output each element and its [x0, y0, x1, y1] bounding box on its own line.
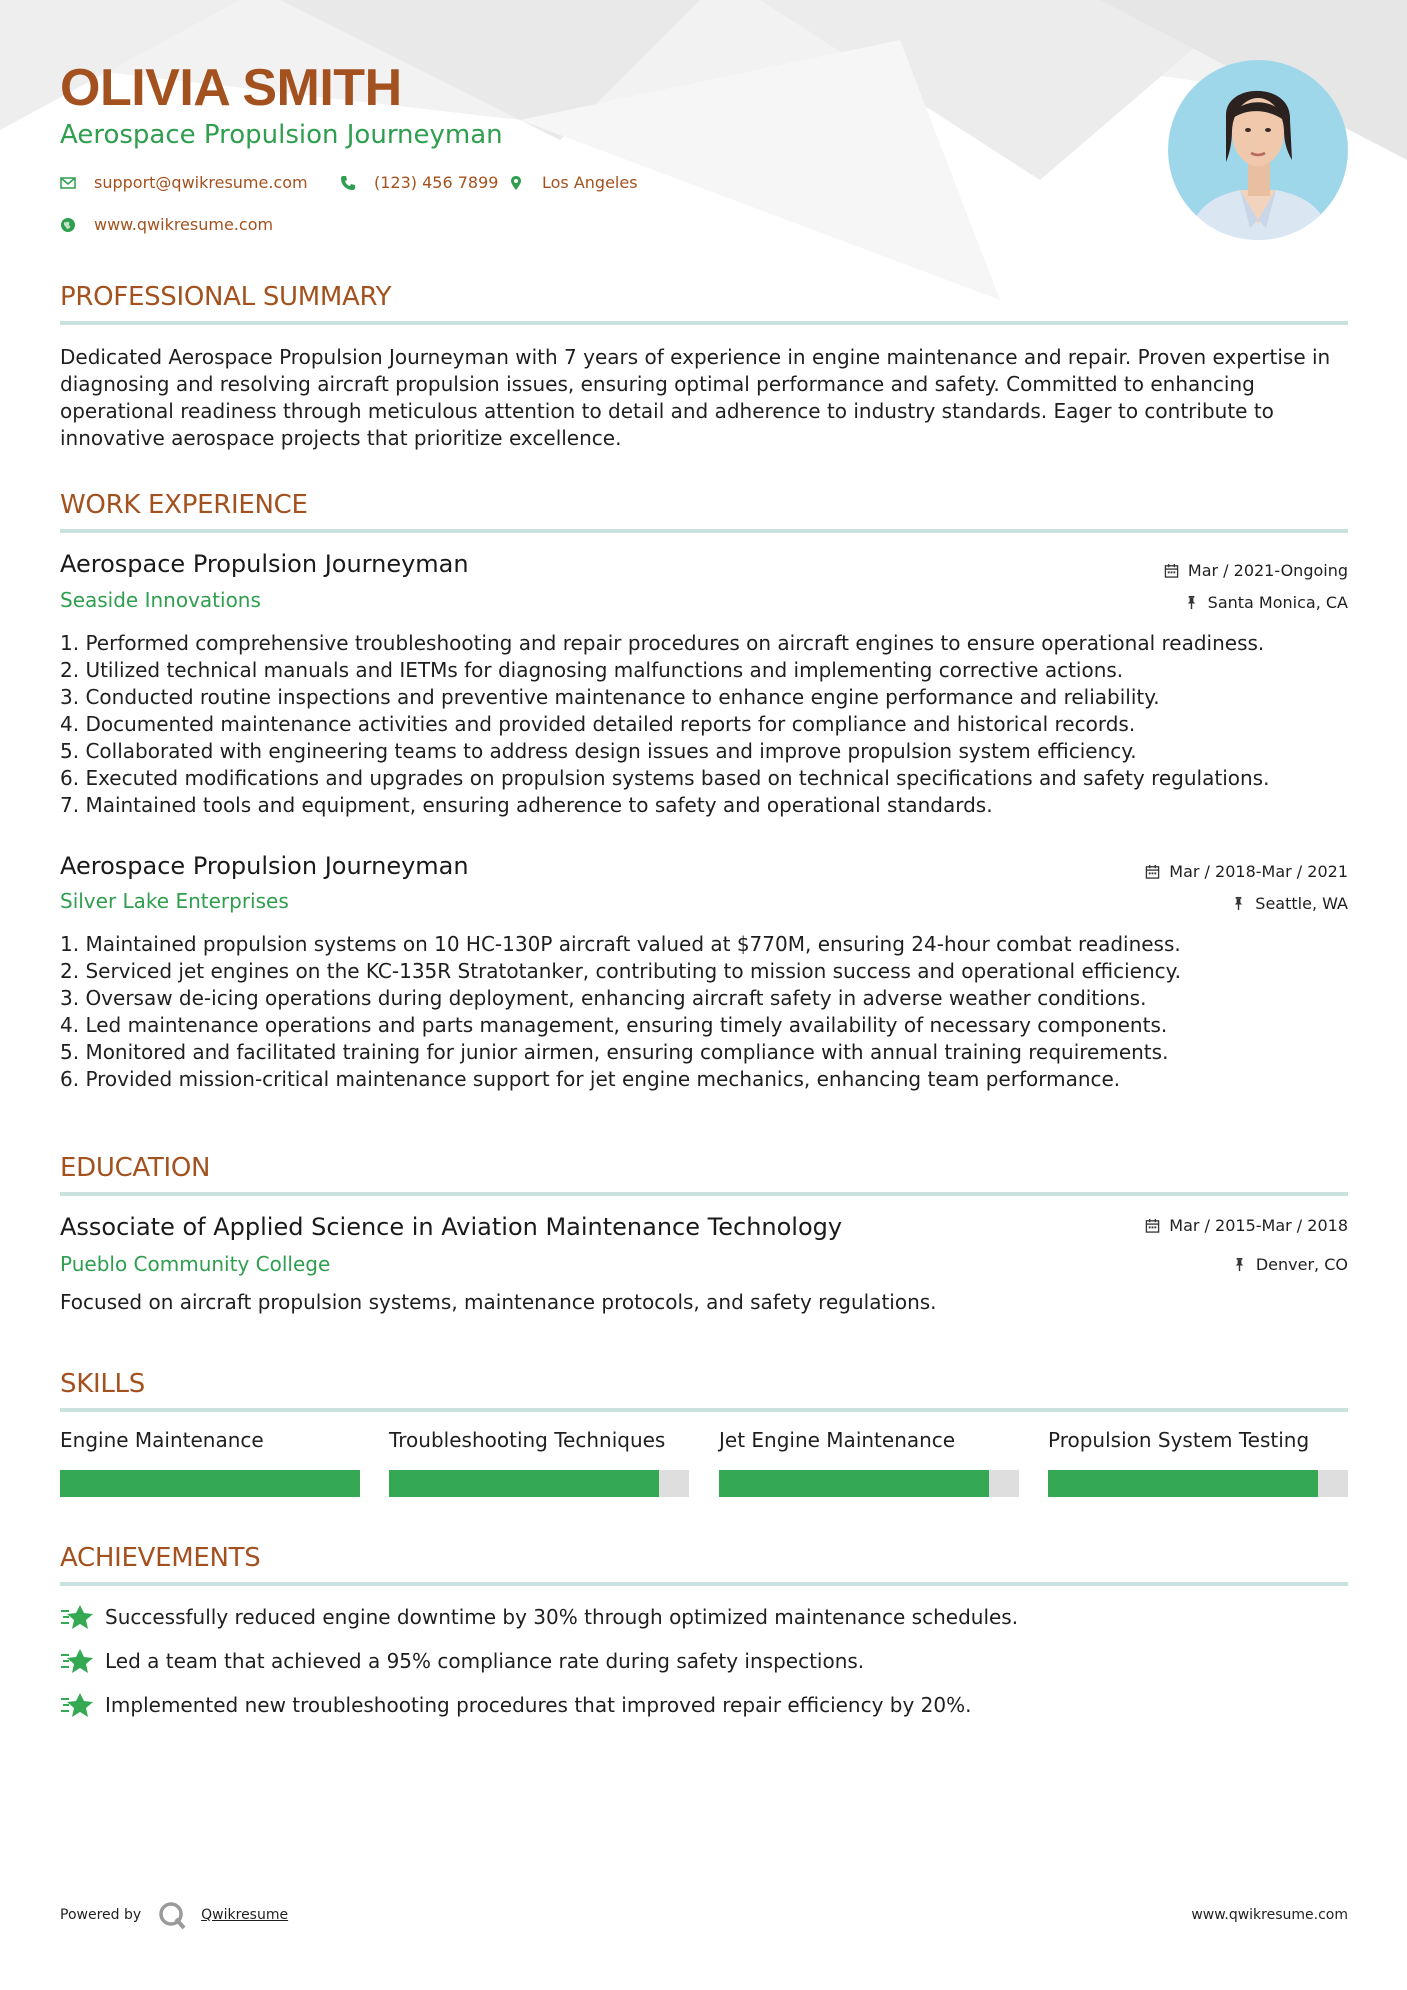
list-item: 2. Serviced jet engines on the KC-135R Stratotanker, contributing to mission success and operational efficiency.	[60, 959, 1181, 983]
skill-name: Troubleshooting Techniques	[389, 1428, 666, 1452]
education-divider	[60, 1192, 1348, 1196]
skill-name: Propulsion System Testing	[1048, 1428, 1310, 1452]
list-item: 6. Provided mission-critical maintenance support for jet engine mechanics, enhancing team performance.	[60, 1067, 1121, 1091]
job-1-title: Aerospace Propulsion Journeyman	[60, 550, 469, 578]
list-item: 4. Led maintenance operations and parts management, ensuring timely availability of necessary components.	[60, 1013, 1168, 1037]
job-2-dates-text: Mar / 2018-Mar / 2021	[1169, 862, 1348, 881]
job-1-location-text: Santa Monica, CA	[1207, 593, 1348, 612]
calendar-icon	[1145, 1218, 1160, 1233]
contact-website[interactable]	[60, 215, 273, 234]
education-dates	[1145, 1216, 1348, 1235]
skill-bar	[60, 1470, 360, 1497]
star-award-icon	[60, 1647, 94, 1675]
education-degree: Associate of Applied Science in Aviation Maintenance Technology	[60, 1213, 843, 1241]
skill-name: Jet Engine Maintenance	[719, 1428, 956, 1452]
list-item: 3. Oversaw de-icing operations during deployment, enhancing aircraft safety in adverse weather conditions.	[60, 986, 1147, 1010]
skill-item	[60, 1428, 360, 1497]
pushpin-icon	[1184, 595, 1199, 610]
list-item: 2. Utilized technical manuals and IETMs for diagnosing malfunctions and implementing corrective actions.	[60, 658, 1124, 682]
experience-heading: WORK EXPERIENCE	[60, 490, 308, 520]
skill-item	[389, 1428, 689, 1497]
achievements-divider	[60, 1582, 1348, 1586]
skill-item	[719, 1428, 1019, 1497]
contact-phone[interactable]	[340, 173, 498, 192]
map-marker-icon	[508, 175, 524, 191]
education-description: Focused on aircraft propulsion systems, maintenance protocols, and safety regulations.	[60, 1290, 937, 1314]
list-item: 5. Collaborated with engineering teams to address design issues and improve propulsion system efficiency.	[60, 739, 1137, 763]
skill-level-fill	[389, 1470, 659, 1497]
email-text: support@qwikresume.com	[94, 173, 308, 192]
resume-page	[60, 0, 1348, 1990]
job-1-dates	[1164, 561, 1348, 580]
skill-name: Engine Maintenance	[60, 1428, 264, 1452]
experience-divider	[60, 529, 1348, 533]
education-heading: EDUCATION	[60, 1153, 211, 1183]
website-text: www.qwikresume.com	[94, 215, 274, 234]
skill-level-fill	[1048, 1470, 1318, 1497]
achievement-text: Successfully reduced engine downtime by 30% through optimized maintenance schedules.	[105, 1605, 1019, 1629]
skill-level-fill	[719, 1470, 989, 1497]
achievement-item	[60, 1691, 972, 1719]
qwikresume-logo-icon	[157, 1900, 187, 1930]
calendar-icon	[1164, 563, 1179, 578]
candidate-title: Aerospace Propulsion Journeyman	[60, 120, 503, 150]
job-2-dates	[1145, 862, 1348, 881]
list-item: 6. Executed modifications and upgrades on propulsion systems based on technical specifications and safety regulations.	[60, 766, 1270, 790]
skill-item	[1048, 1428, 1348, 1497]
pushpin-icon	[1231, 896, 1246, 911]
star-award-icon	[60, 1691, 94, 1719]
summary-heading: PROFESSIONAL SUMMARY	[60, 282, 392, 312]
list-item: 5. Monitored and facilitated training for junior airmen, ensuring compliance with annual training requirements.	[60, 1040, 1169, 1064]
education-location-text: Denver, CO	[1255, 1255, 1348, 1274]
candidate-name: OLIVIA SMITH	[60, 59, 402, 117]
skill-bar	[1048, 1470, 1348, 1497]
footer-website[interactable]: www.qwikresume.com	[1191, 1907, 1348, 1923]
phone-text: (123) 456 7899	[374, 173, 499, 192]
education-school: Pueblo Community College	[60, 1252, 331, 1276]
job-1-company: Seaside Innovations	[60, 588, 261, 612]
job-2-location-text: Seattle, WA	[1255, 894, 1348, 913]
education-dates-text: Mar / 2015-Mar / 2018	[1169, 1216, 1348, 1235]
job-1-dates-text: Mar / 2021-Ongoing	[1187, 561, 1348, 580]
contact-email[interactable]	[60, 173, 308, 192]
globe-icon	[60, 217, 76, 233]
powered-by-label: Powered by	[60, 1907, 142, 1923]
location-text: Los Angeles	[542, 173, 638, 192]
education-location	[1232, 1255, 1348, 1274]
summary-text: Dedicated Aerospace Propulsion Journeyman with 7 years of experience in engine maintenance and repair. Proven expertise in diagnosing and resolving aircraft propulsion issues, ensuring optimal performance and safety. Committed to enhancing operational readiness through meticulous attention to detail and adherence to industry standards. Eager to contribute to innovative aerospace projects that prioritize excellence.	[60, 345, 1331, 450]
phone-icon	[340, 175, 356, 191]
job-2-title: Aerospace Propulsion Journeyman	[60, 852, 469, 880]
list-item: 1. Performed comprehensive troubleshooting and repair procedures on aircraft engines to ensure operational readiness.	[60, 631, 1265, 655]
profile-photo	[1168, 60, 1348, 240]
achievement-item	[60, 1647, 864, 1675]
achievement-text: Implemented new troubleshooting procedures that improved repair efficiency by 20%.	[105, 1693, 972, 1717]
job-1-bullets	[60, 630, 1348, 819]
skills-heading: SKILLS	[60, 1369, 145, 1399]
job-2-location	[1231, 894, 1348, 913]
skill-bar	[719, 1470, 1019, 1497]
skills-divider	[60, 1408, 1348, 1412]
skill-bar	[389, 1470, 689, 1497]
job-1-location	[1184, 593, 1348, 612]
list-item: 7. Maintained tools and equipment, ensuring adherence to safety and operational standards.	[60, 793, 993, 817]
envelope-icon	[60, 175, 76, 191]
list-item: 1. Maintained propulsion systems on 10 HC-130P aircraft valued at $770M, ensuring 24-hour combat readiness.	[60, 932, 1181, 956]
skill-level-fill	[60, 1470, 360, 1497]
calendar-icon	[1145, 864, 1160, 879]
list-item: 4. Documented maintenance activities and provided detailed reports for compliance and historical records.	[60, 712, 1136, 736]
job-2-company: Silver Lake Enterprises	[60, 889, 289, 913]
job-2-bullets	[60, 931, 1348, 1093]
summary-divider	[60, 321, 1348, 325]
achievements-heading: ACHIEVEMENTS	[60, 1543, 261, 1573]
achievement-item	[60, 1603, 1018, 1631]
footer-powered-by	[60, 1900, 288, 1930]
achievement-text: Led a team that achieved a 95% compliance rate during safety inspections.	[105, 1649, 865, 1673]
qwikresume-link[interactable]: Qwikresume	[201, 1907, 289, 1923]
list-item: 3. Conducted routine inspections and preventive maintenance to enhance engine performance and reliability.	[60, 685, 1160, 709]
contact-location	[508, 173, 638, 192]
pushpin-icon	[1232, 1257, 1247, 1272]
star-award-icon	[60, 1603, 94, 1631]
